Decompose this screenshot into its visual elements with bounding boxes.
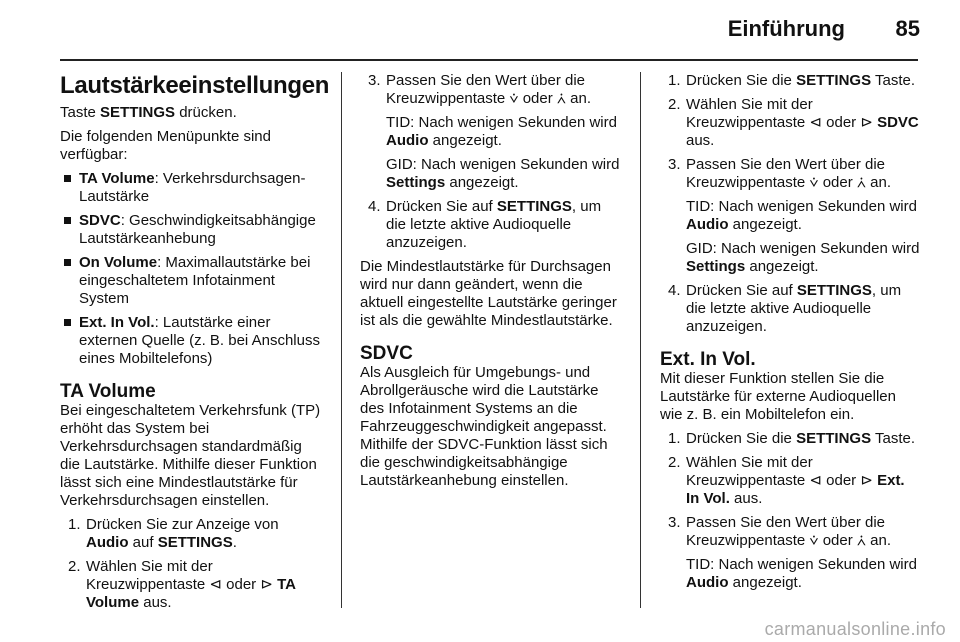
bullet-icon [64, 319, 71, 326]
paragraph: Mit dieser Funktion stellen Sie die Lautstärke für externe Audioquellen wie z. B. ein Mobiltelefon ein. [660, 370, 896, 423]
up-arrow-icon: ⩑ [856, 532, 867, 549]
left-arrow-icon: ⊲ [209, 576, 222, 593]
bullet-icon [64, 175, 71, 182]
page-header-title: Einführung [727, 16, 845, 41]
column-3 [660, 72, 922, 598]
paragraph: TID: Nach wenigen Sekunden wird Audio angezeigt. [686, 198, 917, 233]
down-arrow-icon: ⩒ [809, 174, 819, 191]
step-item: 2. Wählen Sie mit der Kreuzwippentaste ⊲ oder ⊳ TA Volume aus. [68, 558, 296, 611]
up-arrow-icon: ⩑ [556, 90, 567, 107]
step-item: 4. Drücken Sie auf SETTINGS, um die letzte aktive Audioquelle anzuzeigen. [668, 282, 902, 335]
list-item: On Volume: Maximallautstärke bei eingeschaltetem Infotainment System [60, 254, 322, 308]
down-arrow-icon: ⩒ [509, 90, 519, 107]
list-item: TA Volume: Verkehrsdurchsagen-Lautstärke [60, 170, 322, 206]
paragraph: TID: Nach wenigen Sekunden wird Audio angezeigt. [386, 114, 617, 149]
column-divider [640, 72, 641, 608]
subsection-title: TA Volume [60, 381, 156, 402]
step-item: 3. Passen Sie den Wert über die Kreuzwippentaste ⩒ oder ⩑ an. [668, 514, 892, 549]
step-item: 1. Drücken Sie zur Anzeige von Audio auf SETTINGS. [68, 516, 279, 551]
section-title: Lautstärkeeinstellungen [60, 72, 330, 99]
step-item: 4. Drücken Sie auf SETTINGS, um die letzte aktive Audioquelle anzuzeigen. [368, 198, 602, 251]
column-2 [360, 72, 624, 496]
bullet-icon [64, 217, 71, 224]
step-item: 3. Passen Sie den Wert über die Kreuzwippentaste ⩒ oder ⩑ an. [368, 72, 592, 107]
paragraph: GID: Nach wenigen Sekunden wird Settings angezeigt. [686, 240, 920, 275]
step-item: 1. Drücken Sie die SETTINGS Taste. [668, 430, 915, 447]
paragraph: Als Ausgleich für Umgebungs- und Abrollgeräusche wird die Lautstärke des Infotainment Systems an die Fahrzeuggeschwindigkeit angepasst. Mithilfe der SDVC-Funktion lässt sich die geschwindigkeitsabhängige Lautstärkeanhebung einstellen. [360, 364, 608, 489]
page-number: 85 [895, 16, 920, 41]
right-arrow-icon: ⊳ [860, 472, 873, 489]
paragraph: TID: Nach wenigen Sekunden wird Audio angezeigt. [686, 556, 917, 591]
column-1 [60, 72, 330, 612]
watermark: carmanualsonline.info [764, 619, 946, 639]
right-arrow-icon: ⊳ [260, 576, 273, 593]
up-arrow-icon: ⩑ [856, 174, 867, 191]
paragraph: Taste SETTINGS drücken. [60, 104, 237, 121]
subsection-title: SDVC [360, 343, 413, 364]
column-divider [341, 72, 342, 608]
right-arrow-icon: ⊳ [860, 114, 873, 131]
header-rule [60, 59, 918, 61]
step-item: 1. Drücken Sie die SETTINGS Taste. [668, 72, 915, 89]
step-item: 2. Wählen Sie mit der Kreuzwippentaste ⊲ oder ⊳ SDVC aus. [668, 96, 919, 149]
step-item: 3. Passen Sie den Wert über die Kreuzwippentaste ⩒ oder ⩑ an. [668, 156, 892, 191]
down-arrow-icon: ⩒ [809, 532, 819, 549]
paragraph: Die folgenden Menüpunkte sind verfügbar: [60, 128, 271, 163]
paragraph: Bei eingeschaltetem Verkehrsfunk (TP) erhöht das System bei Verkehrsdurchsagen standardmäßig die Lautstärke. Mithilfe dieser Funktion lässt sich eine Mindestlautstärke für Verkehrsdurchsagen einstellen. [60, 402, 321, 509]
left-arrow-icon: ⊲ [809, 114, 822, 131]
paragraph: GID: Nach wenigen Sekunden wird Settings angezeigt. [386, 156, 620, 191]
list-item: Ext. In Vol.: Lautstärke einer externen Quelle (z. B. bei Anschluss eines Mobiltelefons) [60, 314, 322, 368]
bullet-icon [64, 259, 71, 266]
list-item: SDVC: Geschwindigkeitsabhängige Lautstärkeanhebung [60, 212, 322, 248]
left-arrow-icon: ⊲ [809, 472, 822, 489]
subsection-title: Ext. In Vol. [660, 349, 756, 370]
step-item: 2. Wählen Sie mit der Kreuzwippentaste ⊲ oder ⊳ Ext. In Vol. aus. [668, 454, 905, 507]
paragraph: Die Mindestlautstärke für Durchsagen wird nur dann geändert, wenn die aktuell eingestellte Lautstärke geringer ist als die gewählte Mindestlautstärke. [360, 258, 617, 329]
